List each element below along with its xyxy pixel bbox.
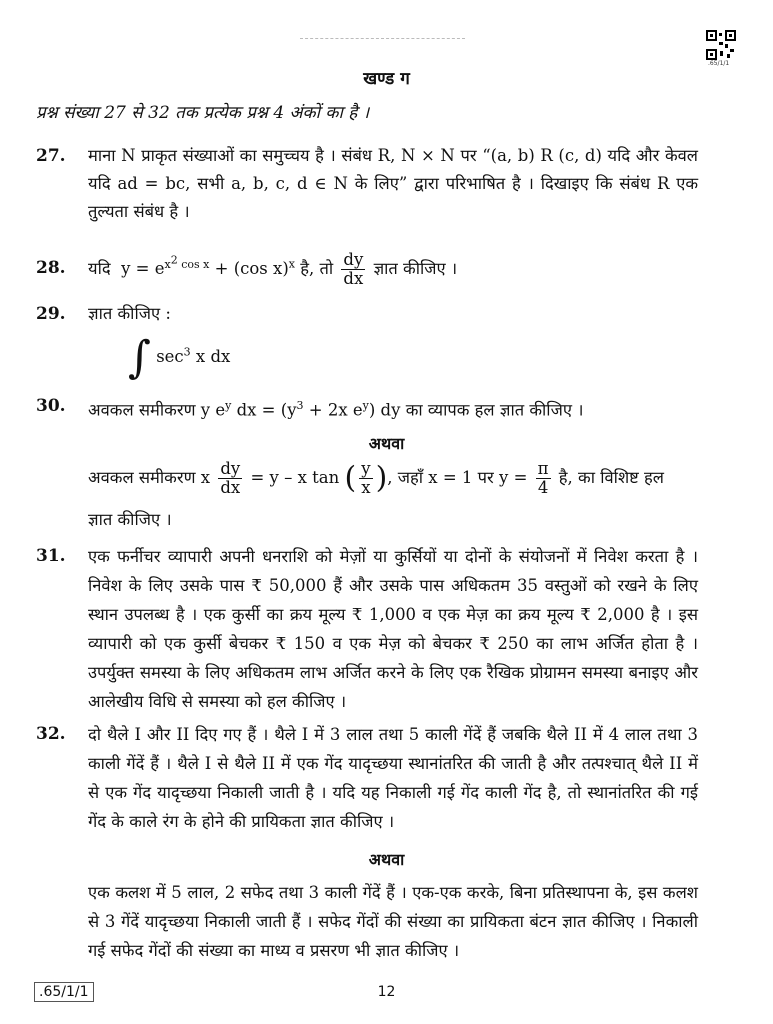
question-32-text: दो थैले I और II दिए गए हैं । थैले I में 3 लाल तथा 5 काली गेंदें हैं जबकि थैले II में 4 लाल तथा 3 काली गेंदें हैं । थैले I से थैले II में एक गेंद यादृच्छया स्थानांतरित की जाती है और तत्पश्चात् थैले II में से एक गेंद यादृच्छया निकाली जाती है । यदि यह निकाली गई गेंद काली गेंद है, तो स्थानांतरित की गई गेंद के काले रंग के होने की प्रायिकता ज्ञात कीजिए ।	[88, 725, 698, 831]
q30-eq1: dx = (y	[231, 400, 297, 420]
or-label-30: अथवा	[368, 434, 405, 453]
q30-eq3: ) dy	[368, 400, 401, 420]
q30-eq2: + 2x e	[303, 400, 363, 420]
alt-dy-dx-fraction: $\frac{dy}{dx}$	[220, 459, 241, 497]
q30-pre: अवकल समीकरण y e	[88, 400, 226, 420]
q30-alt-pre: अवकल समीकरण x	[88, 468, 211, 487]
question-number-30: 30.	[36, 396, 66, 416]
paper-code: .65/1/1	[34, 982, 94, 1002]
top-divider	[300, 38, 465, 39]
qr-code-icon	[706, 30, 736, 60]
question-30-text	[88, 392, 698, 425]
section-instruction: प्रश्न संख्या 27 से 32 तक प्रत्येक प्रश्न 4 अंकों का है ।	[36, 103, 370, 123]
q28-exp: x	[164, 257, 171, 271]
left-paren: (	[344, 460, 357, 496]
q30-sup1: y	[225, 399, 232, 412]
dy-dx-fraction: $\frac{dy}{dx}$	[343, 250, 364, 289]
q28-exp2: 2	[170, 253, 178, 266]
question-28-text	[88, 246, 698, 288]
y-over-x-fraction: $\frac{y}{x}$	[361, 459, 371, 497]
question-31-text: एक फर्नीचर व्यापारी अपनी धनराशि को मेज़ों या कुर्सियों या दोनों के संयोजनों में निवेश करता है । निवेश के लिए उसके पास ₹ 50,000 हैं और उसके पास अधिकतम 35 वस्तुओं को रखने के लिए स्थान उपलब्ध है । एक कुर्सी का क्रय मूल्य ₹ 1,000 व एक मेज़ का क्रय मूल्य ₹ 2,000 है । इस व्यापारी को एक कुर्सी बेचकर ₹ 150 व एक मेज़ को बेचकर ₹ 250 का लाभ अर्जित होता है । उपर्युक्त समस्या के लिए अधिकतम लाभ अर्जित करने के लिए एक रैखिक प्रोग्रामन समस्या बनाइए और आलेखीय विधि से समस्या को हल कीजिए ।	[88, 547, 698, 711]
q28-mid: है, तो	[300, 259, 334, 279]
right-paren: )	[375, 460, 388, 496]
section-title: खण्ड ग	[363, 69, 410, 89]
question-number-31: 31.	[36, 546, 66, 566]
question-32-alt-text: एक कलश में 5 लाल, 2 सफेद तथा 3 काली गेंदें हैं । एक-एक करके, बिना प्रतिस्थापना के, इस कलश से 3 गेंदें यादृच्छया निकाली जाती हैं । सफेद गेंदों की संख्या का प्रायिकता बंटन ज्ञात कीजिए । निकाली गई सफेद गेंदों की संख्या का माध्य व प्रसरण भी ज्ञात कीजिए ।	[88, 883, 698, 960]
qr-code-label: .65/1/1	[708, 60, 730, 67]
question-number-27: 27.	[36, 146, 66, 166]
q30-alt-post: है, का विशिष्ट हल	[558, 468, 664, 487]
integral-expression	[128, 332, 230, 383]
q30-sup3: y	[362, 399, 369, 412]
question-27-text: माना N प्राकृत संख्याओं का समुच्चय है । संबंध R, N × N पर “(a, b) R (c, d) यदि और केवल यदि ad = bc, सभी a, b, c, d ∈ N के लिए” द्वारा परिभाषित है । दिखाइए कि संबंध R एक तुल्यता संबंध है ।	[88, 146, 698, 221]
integral-sign-icon: ∫	[128, 332, 151, 383]
question-30-alt-text	[88, 460, 698, 497]
q30-post: का व्यापक हल ज्ञात कीजिए ।	[405, 400, 584, 420]
q28-pre: यदि	[88, 259, 111, 279]
integrand-rest: x dx	[195, 347, 231, 366]
question-30-alt-line2: ज्ञात कीजिए ।	[88, 510, 172, 529]
q30-alt-mid: , जहाँ x = 1 पर y =	[387, 468, 528, 487]
pi-over-4-fraction: $\frac{\pi}{4}$	[537, 459, 549, 497]
q28-lhs: y = e	[121, 259, 165, 279]
q28-mid-eq: + (cos x)	[214, 259, 289, 279]
integrand-power: 3	[183, 345, 191, 359]
q28-pow: x	[288, 257, 295, 271]
question-number-29: 29.	[36, 304, 66, 324]
page-number: 12	[377, 984, 396, 1000]
or-label-32: अथवा	[368, 850, 405, 869]
integrand: sec	[156, 347, 184, 366]
q28-post: ज्ञात कीजिए ।	[373, 259, 458, 279]
q28-exp-rest: cos x	[181, 257, 210, 271]
question-number-28: 28.	[36, 258, 66, 278]
q30-sup2: 3	[296, 399, 304, 412]
question-number-32: 32.	[36, 724, 66, 744]
q30-alt-eq: = y – x tan	[250, 468, 340, 487]
question-29-text: ज्ञात कीजिए :	[88, 304, 171, 323]
